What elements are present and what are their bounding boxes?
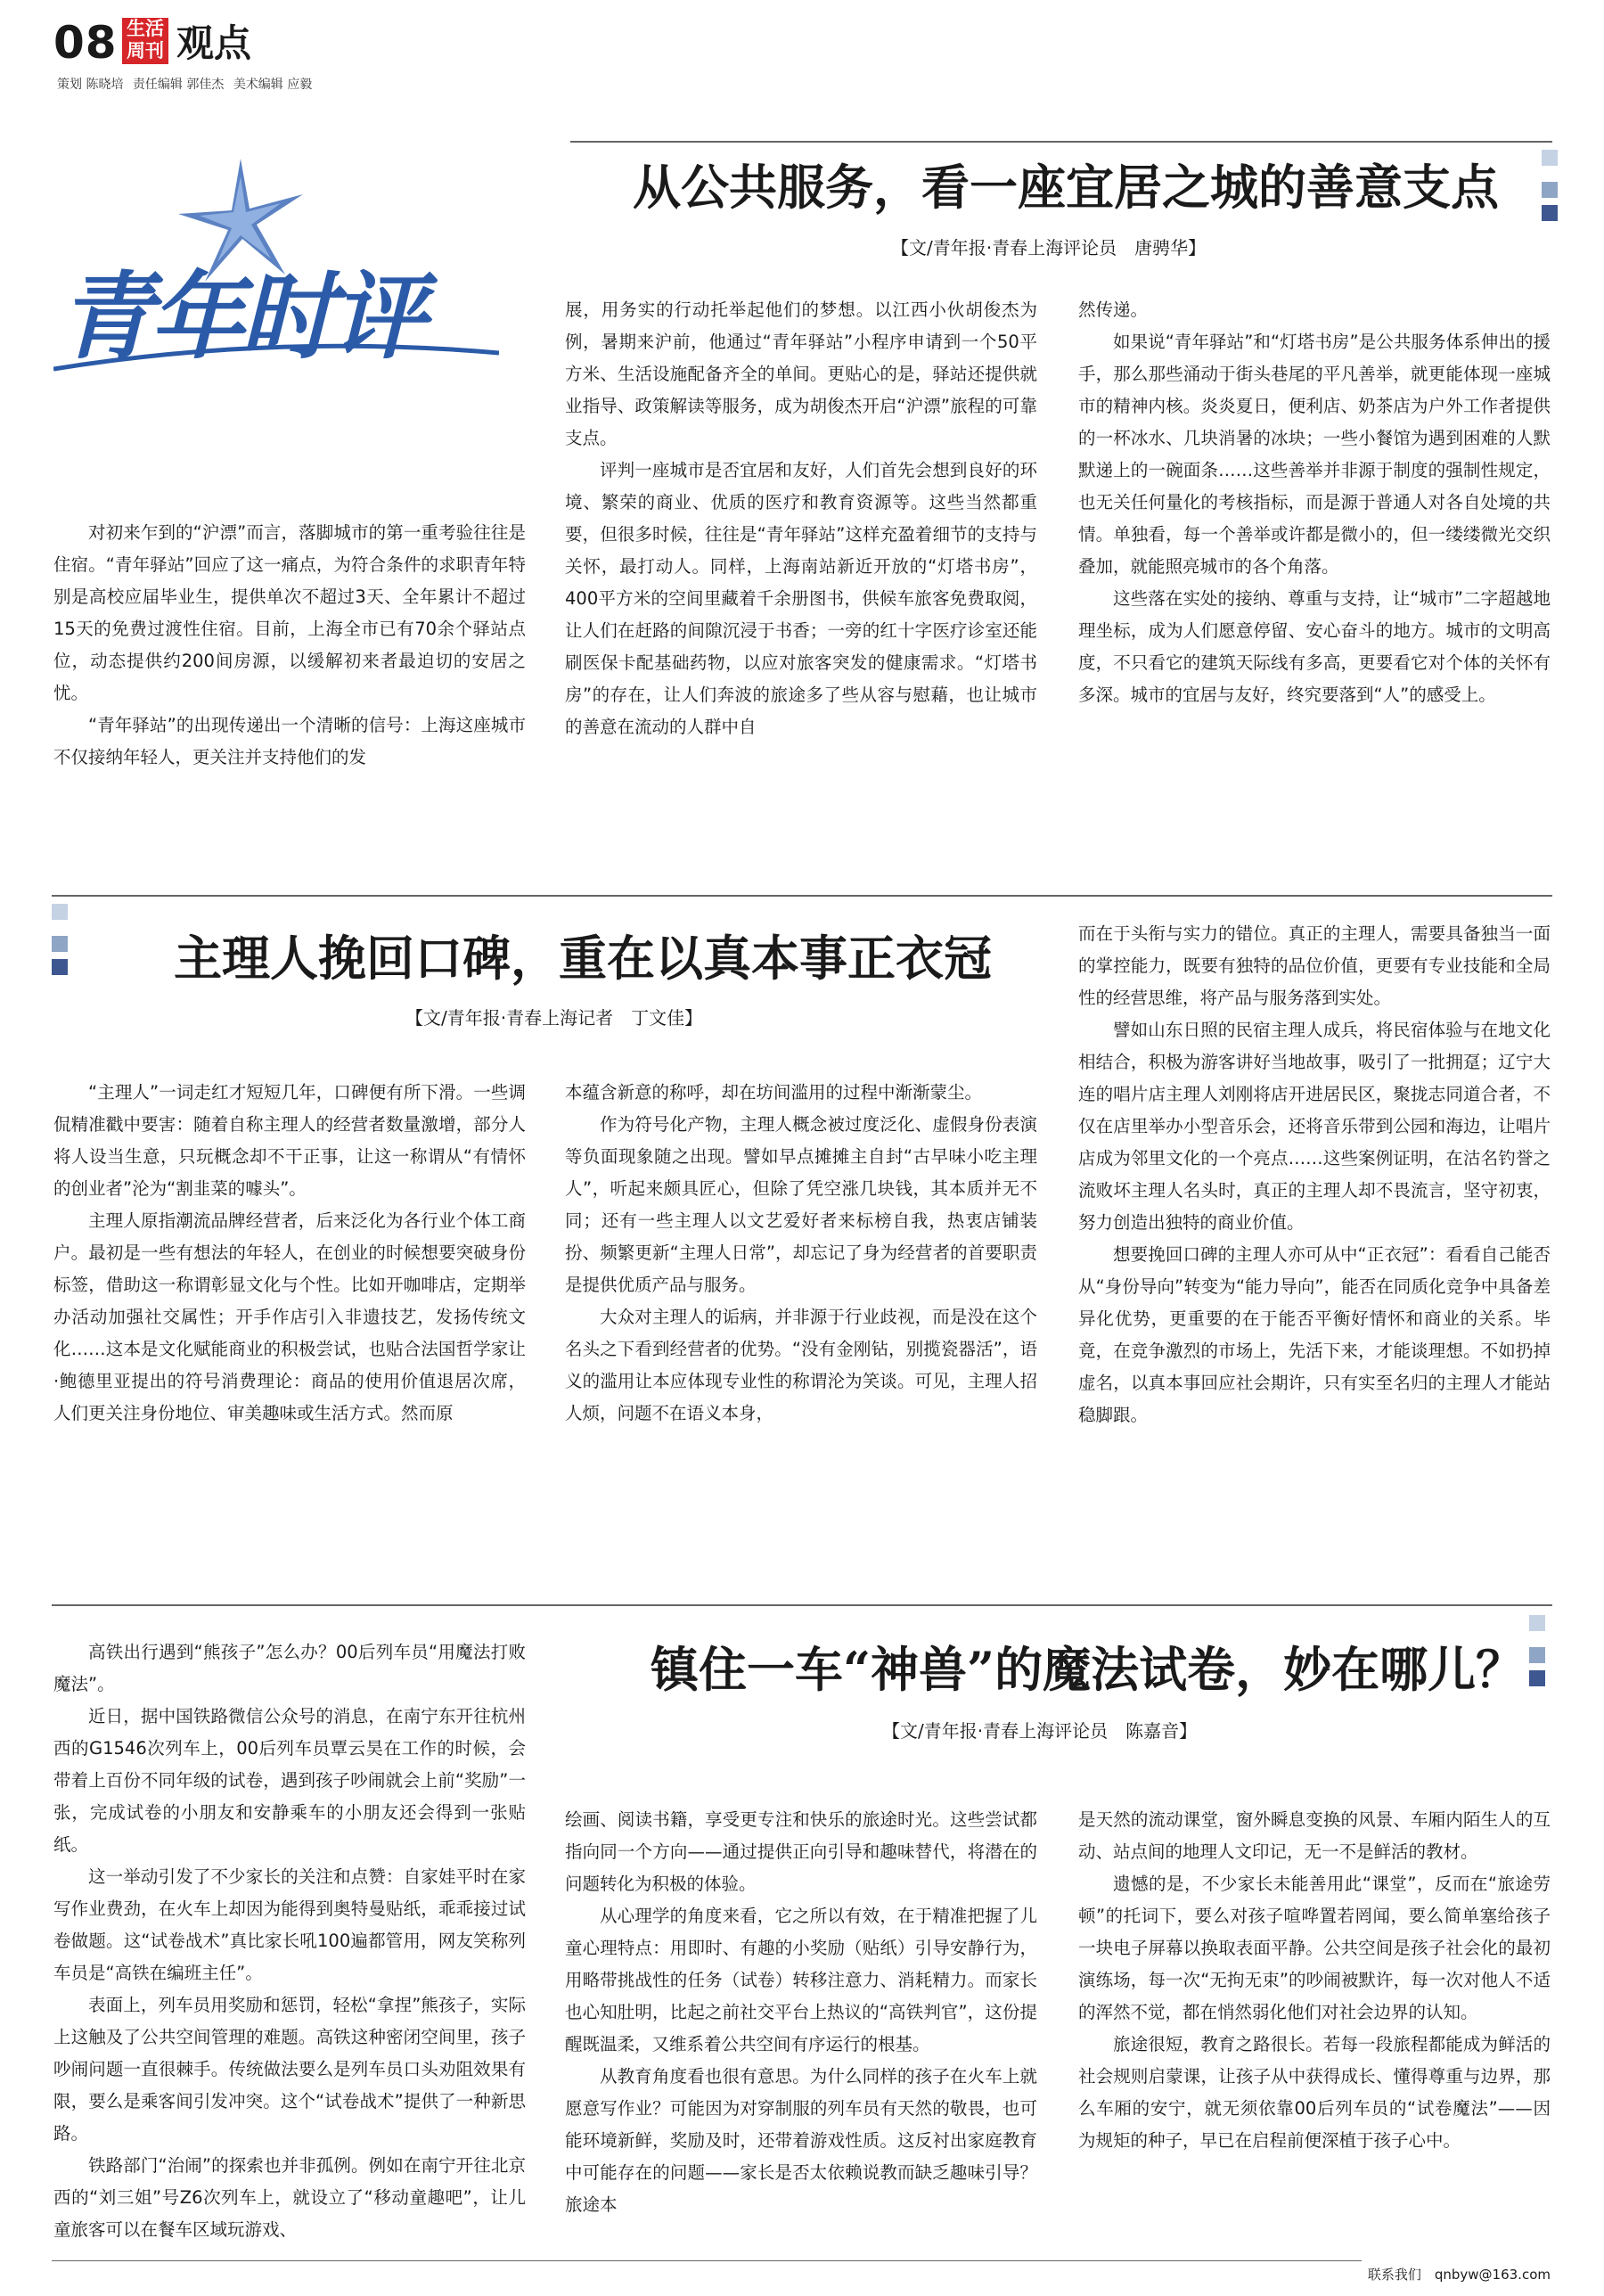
article1-title: 从公共服务，看一座宜居之城的善意支点	[633, 159, 1499, 216]
paragraph: 譬如山东日照的民宿主理人成兵，将民宿体验与在地文化相结合，积极为游客讲好当地故事，吸引了一批拥趸；辽宁大连的唱片店主理人刘刚将店开进居民区，聚拢志同道合者，不仅在店里举办小型音乐会，还将音乐带到公园和海边，让唱片店成为邻里文化的一个亮点……这些案例证明，在沽名钓誉之流败坏主理人名头时，真正的主理人却不畏流言，坚守初衷，努力创造出独特的商业价值。	[1078, 1020, 1551, 1233]
logo-swoosh-icon	[53, 342, 499, 378]
article1-top-rule	[570, 141, 1552, 143]
paragraph: 高铁出行遇到“熊孩子”怎么办？00后列车员“用魔法打败魔法”。	[53, 1642, 526, 1694]
brand-logo-line-1: 生活	[127, 18, 164, 39]
column-logo: 青年时评	[59, 262, 422, 372]
paragraph: 大众对主理人的诟病，并非源于行业歧视，而是没在这个名头之下看到经营者的优势。“没有金刚钻，别揽瓷器活”，语义的滥用让本应体现专业性的称谓沦为笑谈。可见，主理人招人烦，问题不在语义本身，	[565, 1307, 1037, 1423]
decor-square	[52, 959, 68, 975]
paragraph: 铁路部门“治闹”的探索也并非孤例。例如在南宁开往北京西的“刘三姐”号Z6次列车上，就设立了“移动童趣吧”，让儿童旅客可以在餐车区域玩游戏、	[53, 2155, 526, 2240]
credit-art-editor: 美术编辑 应毅	[233, 78, 313, 92]
paragraph: 绘画、阅读书籍，享受更专注和快乐的旅途时光。这些尝试都指向同一个方向——通过提供正向引导和趣味替代，将潜在的问题转化为积极的体验。	[565, 1809, 1037, 1894]
paragraph: 如果说“青年驿站”和“灯塔书房”是公共服务体系伸出的援手，那么那些涌动于街头巷尾的平凡善举，就更能体现一座城市的精神内核。炎炎夏日，便利店、奶茶店为户外工作者提供的一杯冰水、几块消暑的冰块；一些小餐馆为遇到困难的人默默递上的一碗面条……这些善举并非源于制度的强制性规定，也无关任何量化的考核指标，而是源于普通人对各自处境的共情。单独看，每一个善举或许都是微小的，但一缕缕微光交织叠加，就能照亮城市的各个角落。	[1078, 332, 1551, 577]
paragraph: 近日，据中国铁路微信公众号的消息，在南宁东开往杭州西的G1546次列车上，00后列车员覃云昊在工作的时候，会带着上百份不同年级的试卷，遇到孩子吵闹就会上前“奖励”一张，完成试卷的小朋友和安静乘车的小朋友还会得到一张贴纸。	[53, 1706, 526, 1855]
article1-byline: 【文/青年报·青春上海评论员 唐骋华】	[891, 237, 1207, 258]
paragraph: 表面上，列车员用奖励和惩罚，轻松“拿捏”熊孩子，实际上这触及了公共空间管理的难题。高铁这种密闭空间里，孩子吵闹问题一直很棘手。传统做法要么是列车员口头劝阻效果有限，要么是乘客间引发冲突。这个“试卷战术”提供了一种新思路。	[53, 1995, 526, 2144]
article3-column-1	[53, 1636, 526, 2246]
paragraph: 旅途很短，教育之路很长。若每一段旅程都能成为鲜活的社会规则启蒙课，让孩子从中获得成长、懂得尊重与边界，那么车厢的安宁，就无须依靠00后列车员的“试卷魔法”——因为规矩的种子，早已在启程前便深植于孩子心中。	[1078, 2034, 1551, 2151]
credit-editor: 责任编辑 郭佳杰	[132, 78, 225, 92]
decor-square	[1542, 205, 1558, 221]
article2-column-3	[1078, 918, 1551, 1431]
paragraph: 主理人原指潮流品牌经营者，后来泛化为各行业个体工商户。最初是一些有想法的年轻人，在创业的时候想要突破身份标签，借助这一称谓彰显文化与个性。比如开咖啡店，定期举办活动加强社交属性；开手作店引入非遗技艺，发扬传统文化……这本是文化赋能商业的积极尝试，也贴合法国哲学家让·鲍德里亚提出的符号消费理论：商品的使用价值退居次席，人们更关注身份地位、审美趣味或生活方式。然而原	[53, 1210, 526, 1423]
paragraph: “主理人”一词走红才短短几年，口碑便有所下滑。一些调侃精准戳中要害：随着自称主理人的经营者数量激增，部分人将人设当生意，只玩概念却不干正事，让这一称谓从“有情怀的创业者”沦为“割韭菜的噱头”。	[53, 1082, 526, 1199]
article1-column-3	[1078, 294, 1551, 711]
article1-column-2	[565, 294, 1037, 743]
footer-contact: 联系我们 qnbyw@163.com	[1367, 2267, 1551, 2283]
article3-column-3	[1078, 1804, 1551, 2157]
paragraph: 对初来乍到的“沪漂”而言，落脚城市的第一重考验往往是住宿。“青年驿站”回应了这一痛点，为符合条件的求职青年特别是高校应届毕业生，提供单次不超过3天、全年累计不超过15天的免费过渡性住宿。目前，上海全市已有70余个驿站点位，动态提供约200间房源，以缓解初来者最迫切的安居之忧。	[53, 522, 526, 703]
paragraph: 展，用务实的行动托举起他们的梦想。以江西小伙胡俊杰为例，暑期来沪前，他通过“青年驿站”小程序申请到一个50平方米、生活设施配备齐全的单间。更贴心的是，驿站还提供就业指导、政策解读等服务，成为胡俊杰开启“沪漂”旅程的可靠支点。	[565, 299, 1037, 448]
decor-square	[52, 936, 68, 952]
article2-byline: 【文/青年报·青春上海记者 丁文佳】	[405, 1007, 703, 1029]
article3-title: 镇住一车“神兽”的魔法试卷，妙在哪儿？	[651, 1641, 1525, 1698]
page-number: 08	[53, 17, 118, 69]
article2-top-rule	[52, 895, 1552, 897]
paragraph: 从心理学的角度来看，它之所以有效，在于精准把握了儿童心理特点：用即时、有趣的小奖励（贴纸）引导安静行为，用略带挑战性的任务（试卷）转移注意力、消耗精力。而家长也心知肚明，比起之前社交平台上热议的“高铁判官”，这份提醒既温柔，又维系着公共空间有序运行的根基。	[565, 1906, 1037, 2054]
paragraph: “青年驿站”的出现传递出一个清晰的信号：上海这座城市不仅接纳年轻人，更关注并支持他们的发	[53, 715, 526, 767]
decor-square	[1542, 150, 1558, 166]
article3-top-rule	[52, 1604, 1552, 1606]
article2-column-1	[53, 1077, 526, 1430]
decor-square	[1542, 182, 1558, 198]
decor-square	[1529, 1670, 1545, 1686]
section-name: 观点	[176, 21, 252, 65]
paragraph: 本蕴含新意的称呼，却在坊间滥用的过程中渐渐蒙尘。	[565, 1082, 983, 1103]
decor-square	[52, 904, 68, 920]
footer-rule	[52, 2260, 1362, 2261]
paragraph: 遗憾的是，不少家长未能善用此“课堂”，反而在“旅途劳顿”的托词下，要么对孩子喧哗置若罔闻，要么简单塞给孩子一块电子屏幕以换取表面平静。公共空间是孩子社会化的最初演练场，每一次“无拘无束”的吵闹被默许，每一次对他人不适的浑然不觉，都在悄然弱化他们对社会边界的认知。	[1078, 1874, 1551, 2022]
article3-column-2	[565, 1804, 1037, 2221]
paragraph: 从教育角度看也很有意思。为什么同样的孩子在火车上就愿意写作业？可能因为对穿制服的列车员有天然的敬畏，也可能环境新鲜，奖励及时，还带着游戏性质。这反衬出家庭教育中可能存在的问题——家长是否太依赖说教而缺乏趣味引导？旅途本	[565, 2066, 1037, 2215]
editor-credits	[57, 77, 317, 93]
article2-title: 主理人挽回口碑，重在以真本事正衣冠	[174, 930, 992, 987]
brand-logo	[122, 18, 168, 64]
paragraph: 这些落在实处的接纳、尊重与支持，让“城市”二字超越地理坐标，成为人们愿意停留、安心奋斗的地方。城市的文明高度，不只看它的建筑天际线有多高，更要看它对个体的关怀有多深。城市的宜居与友好，终究要落到“人”的感受上。	[1078, 588, 1551, 705]
paragraph: 然传递。	[1078, 299, 1149, 320]
brand-logo-line-2: 周刊	[127, 40, 164, 62]
paragraph: 评判一座城市是否宜居和友好，人们首先会想到良好的环境、繁荣的商业、优质的医疗和教育资源等。这些当然都重要，但很多时候，往往是“青年驿站”这样充盈着细节的支持与关怀，最打动人。同样，上海南站新近开放的“灯塔书房”，400平方米的空间里藏着千余册图书，供候车旅客免费取阅，让人们在赶路的间隙沉浸于书香；一旁的红十字医疗诊室还能刷医保卡配基础药物，以应对旅客突发的健康需求。“灯塔书房”的存在，让人们奔波的旅途多了些从容与慰藉，也让城市的善意在流动的人群中自	[565, 460, 1037, 737]
paragraph: 作为符号化产物，主理人概念被过度泛化、虚假身份表演等负面现象随之出现。譬如早点摊摊主自封“古早味小吃主理人”，听起来颇具匠心，但除了凭空涨几块钱，其本质并无不同；还有一些主理人以文艺爱好者来标榜自我，热衷店铺装扮、频繁更新“主理人日常”，却忘记了身为经营者的首要职责是提供优质产品与服务。	[565, 1114, 1037, 1295]
decor-square	[1529, 1615, 1545, 1631]
decor-square	[1529, 1647, 1545, 1663]
paragraph: 这一举动引发了不少家长的关注和点赞：自家娃平时在家写作业费劲，在火车上却因为能得到奥特曼贴纸，乖乖接过试卷做题。这“试卷战术”真比家长吼100遍都管用，网友笑称列车员是“高铁在编班主任”。	[53, 1866, 526, 1983]
article2-column-2	[565, 1077, 1037, 1430]
article3-byline: 【文/青年报·青春上海评论员 陈嘉音】	[882, 1720, 1198, 1742]
paragraph: 而在于头衔与实力的错位。真正的主理人，需要具备独当一面的掌控能力，既要有独特的品位价值，更要有专业技能和全局性的经营思维，将产品与服务落到实处。	[1078, 923, 1551, 1008]
paragraph: 想要挽回口碑的主理人亦可从中“正衣冠”：看看自己能否从“身份导向”转变为“能力导向”，能否在同质化竞争中具备差异化优势，更重要的在于能否平衡好情怀和商业的关系。毕竟，在竞争激烈的市场上，先活下来，才能谈理想。不如扔掉虚名，以真本事回应社会期许，只有实至名归的主理人才能站稳脚跟。	[1078, 1244, 1551, 1425]
paragraph: 是天然的流动课堂，窗外瞬息变换的风景、车厢内陌生人的互动、站点间的地理人文印记，无一不是鲜活的教材。	[1078, 1809, 1551, 1862]
credit-planner: 策划 陈晓培	[57, 78, 124, 92]
article1-column-1	[53, 517, 526, 774]
